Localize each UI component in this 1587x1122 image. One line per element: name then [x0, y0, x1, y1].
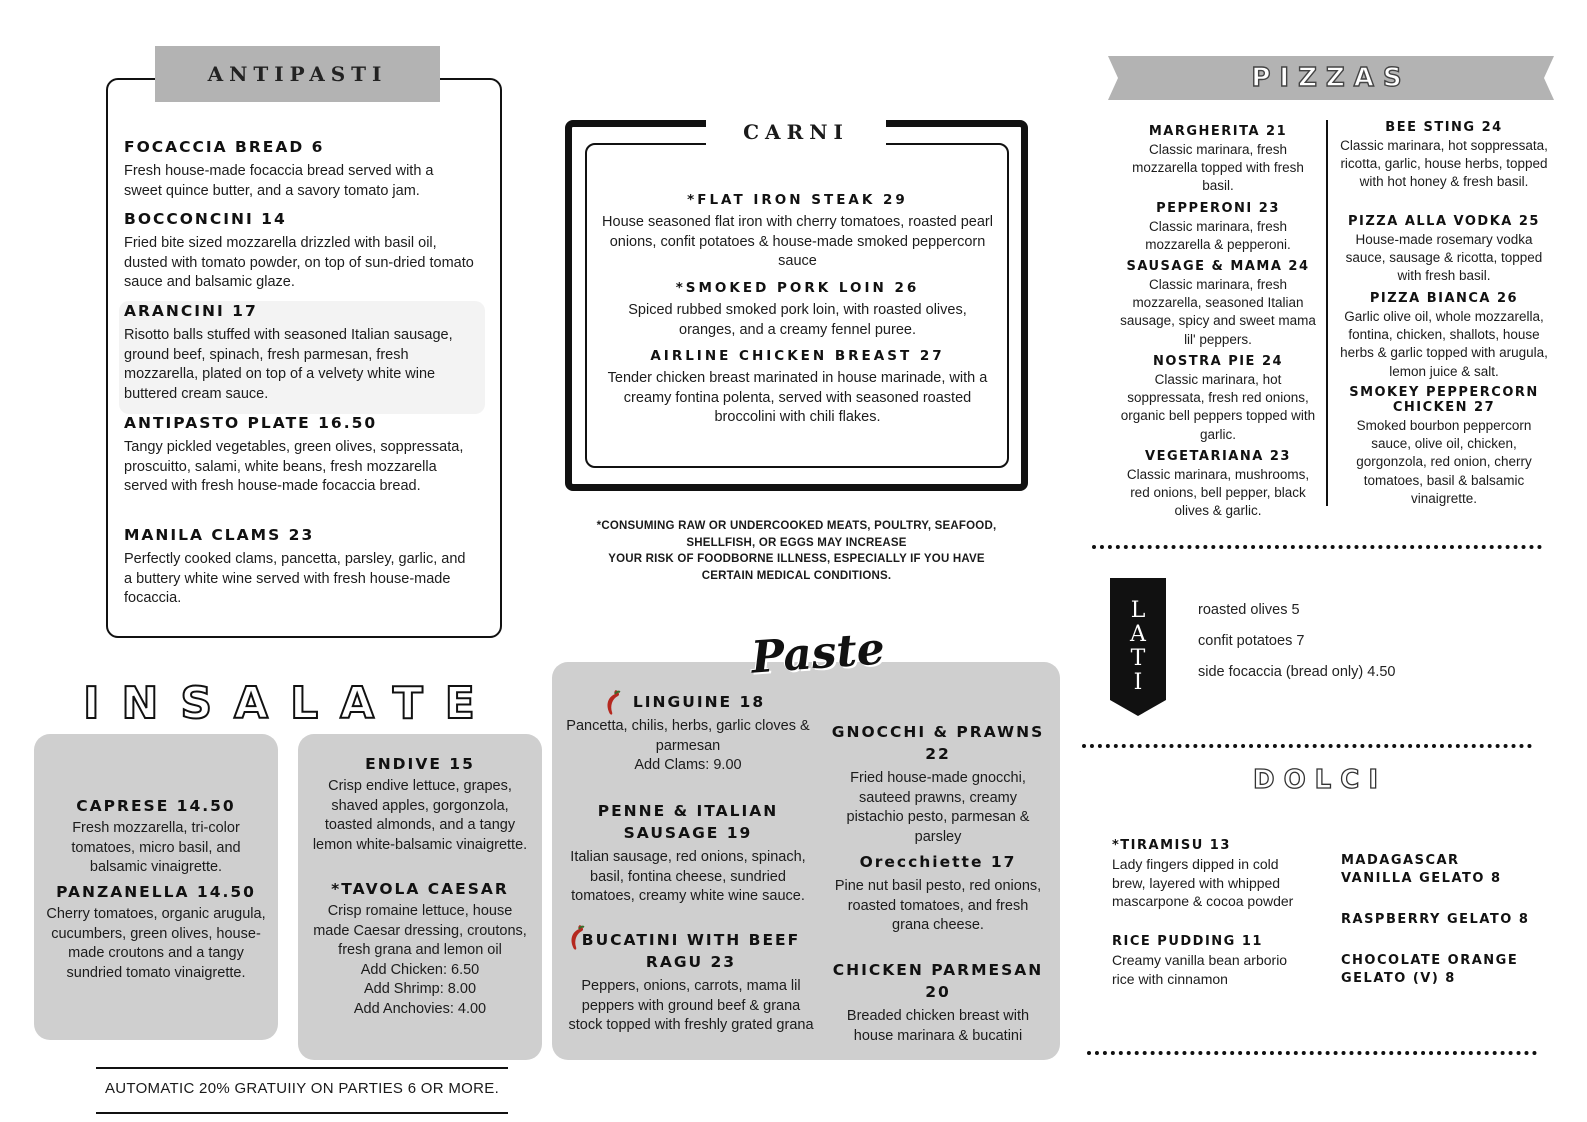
menu-item-sausage-and-mama: SAUSAGE & MAMA 24 Classic marinara, fresh mozzarella, seasoned Italian sausage, spicy and sweet mama lil' peppers. [1120, 259, 1316, 347]
menu-item-orecchiette: Orecchiette 17 Pine nut basil pesto, red onions, roasted tomatoes, and fresh grana cheese. [834, 853, 1042, 934]
menu-item-bucatini-with-beef-ragu: BUCATINI WITH BEEF RAGU 23 Peppers, onions, carrots, mama lil peppers with ground beef & grana stock topped with freshly grated grana [568, 931, 814, 1034]
pizza-column-divider [1326, 120, 1328, 506]
menu-item-focaccia-bread: FOCACCIA BREAD 6 Fresh house-made focaccia bread served with a sweet quince butter, and a savory tomato jam. [124, 138, 434, 199]
addon: Add Shrimp: 8.00 [363, 981, 477, 998]
dotted-divider [1092, 545, 1542, 549]
menu-item-raspberry-gelato: RASPBERRY GELATO 8 [1341, 912, 1530, 927]
menu-item-pizza-alla-vodka: PIZZA ALLA VODKA 25 House-made rosemary vodka sauce, sausage & ricotta, topped with fresh basil. [1345, 214, 1543, 284]
menu-item-panzanella: PANZANELLA 14.50 Cherry tomatoes, organic arugula, cucumbers, green olives, house-made croutons and a tangy sundried tomato vinaigrette. [46, 883, 266, 981]
menu-item-madagascar-vanilla-gelato: MADAGASCAR VANILLA GELATO 8 [1341, 853, 1502, 886]
menu-item-antipasto-plate: ANTIPASTO PLATE 16.50 Tangy pickled vegetables, green olives, soppressata, proscuitto, salami, white beans, fresh mozzarella served with fresh house-made focaccia bread. [124, 414, 464, 494]
menu-item-smokey-peppercorn-chicken: SMOKEY PEPPERCORN CHICKEN 27 Smoked bourbon peppercorn sauce, olive oil, chicken, gorgonzola, red onion, cherry tomatoes, basil & balsamic vinaigrette. [1349, 385, 1539, 506]
dolci-title: DOLCI [1252, 765, 1387, 795]
menu-item-airline-chicken-breast: AIRLINE CHICKEN BREAST 27 Tender chicken breast marinated in house marinade, with a creamy fontina polenta, served with seasoned roasted broccolini with chili flakes. [607, 348, 988, 425]
menu-item-caprese: CAPRESE 14.50 Fresh mozzarella, tri-color tomatoes, micro basil, and balsamic vinaigrette. [71, 797, 241, 876]
lati-letter: I [1133, 670, 1143, 695]
antipasti-title: ANTIPASTI [155, 46, 440, 102]
dotted-divider [1087, 1051, 1537, 1055]
menu-item-linguine: LINGUINE 18 Pancetta, chilis, herbs, garlic cloves & parmesan Add Clams: 9.00 [566, 693, 810, 774]
menu-item-smoked-pork-loin: *SMOKED PORK LOIN 26 Spiced rubbed smoked pork loin, with roasted olives, oranges, and a creamy fennel puree. [628, 280, 967, 338]
menu-item-tiramisu: *TIRAMISU 13 Lady fingers dipped in cold brew, layered with whipped mascarpone & cocoa powder [1112, 838, 1294, 909]
carni-title: CARNI [706, 110, 886, 154]
menu-item-bee-sting: BEE STING 24 Classic marinara, hot soppressata, ricotta, garlic, house herbs, topped with hot honey & fresh basil. [1340, 120, 1548, 190]
menu-item-penne-italian-sausage: PENNE & ITALIAN SAUSAGE 19 Italian sausage, red onions, spinach, basil, fontina cheese, sundried tomatoes, creamy white wine sauce. [570, 802, 806, 905]
menu-item-endive: ENDIVE 15 Crisp endive lettuce, grapes, shaved apples, gorgonzola, toasted almonds, and a tangy lemon white-balsamic vinaigrette. [312, 755, 528, 853]
addon: Add Anchovies: 4.00 [353, 1000, 487, 1017]
menu-item-flat-iron-steak: *FLAT IRON STEAK 29 House seasoned flat iron with cherry tomatoes, roasted pearl onions, confit potatoes & house-made smoked peppercorn sauce [602, 192, 993, 269]
pizzas-title: PIZZAS [1251, 63, 1411, 93]
menu-item-chicken-parmesan: CHICKEN PARMESAN 20 Breaded chicken breast with house marinara & bucatini [832, 961, 1044, 1044]
addon: Add Chicken: 6.50 [360, 961, 480, 978]
insalate-title: INSALATE [83, 678, 497, 729]
menu-item-nostra-pie: NOSTRA PIE 24 Classic marinara, hot soppressata, fresh red onions, organic bell peppers topped with garlic. [1120, 354, 1316, 442]
side-item-side-focaccia: side focaccia (bread only) 4.50 [1198, 664, 1396, 680]
menu-item-manila-clams: MANILA CLAMS 23 Perfectly cooked clams, pancetta, parsley, garlic, and a buttery white wine served with fresh house-made focaccia. [124, 526, 466, 606]
dotted-divider [1082, 744, 1532, 748]
menu-item-rice-pudding: RICE PUDDING 11 Creamy vanilla bean arborio rice with cinnamon [1112, 934, 1288, 987]
lati-letter: L [1130, 598, 1146, 623]
side-item-confit-potatoes: confit potatoes 7 [1198, 633, 1305, 649]
side-item-roasted-olives: roasted olives 5 [1198, 602, 1300, 618]
menu-item-chocolate-orange-gelato: CHOCOLATE ORANGE GELATO (V) 8 [1341, 953, 1519, 986]
gratuity-rule-top [96, 1067, 508, 1069]
lati-letter: T [1130, 646, 1146, 671]
food-safety-warning: *CONSUMING RAW OR UNDERCOOKED MEATS, POULTRY, SEAFOOD, SHELLFISH, OR EGGS MAY INCREASE YOUR RISK OF FOODBORNE ILLNESS, ESPECIALLY IF YOU HAVE CERTAIN MEDICAL CONDITIONS. [596, 520, 997, 582]
lati-letter: A [1130, 622, 1146, 647]
menu-item-margherita: MARGHERITA 21 Classic marinara, fresh mozzarella topped with fresh basil. [1132, 124, 1304, 194]
menu-item-gnocchi-and-prawns: GNOCCHI & PRAWNS 22 Fried house-made gnocchi, sauteed prawns, creamy pistachio pesto, parmesan & parsley [831, 723, 1045, 845]
menu-item-arancini: ARANCINI 17 Risotto balls stuffed with seasoned Italian sausage, ground beef, spinach, fresh parmesan, fresh mozzarella, plated on top of a velvety white wine buttered cream sauce. [124, 302, 453, 402]
menu-item-pepperoni: PEPPERONI 23 Classic marinara, fresh mozzarella & pepperoni. [1145, 201, 1291, 253]
gratuity-rule-bottom [96, 1112, 508, 1114]
paste-title: Paste [749, 623, 887, 684]
menu-item-pizza-bianca: PIZZA BIANCA 26 Garlic olive oil, whole mozzarella, fontina, chicken, shallots, house herbs & garlic topped with arugula, lemon juice & salt. [1340, 291, 1548, 379]
gratuity-notice: AUTOMATIC 20% GRATUIIY ON PARTIES 6 OR MORE. [104, 1080, 500, 1097]
menu-item-vegetariana: VEGETARIANA 23 Classic marinara, mushrooms, red onions, bell pepper, black olives & garlic. [1126, 449, 1310, 519]
menu-item-tavola-caesar: *TAVOLA CAESAR Crisp romaine lettuce, house made Caesar dressing, croutons, fresh grana and lemon oil Add Chicken: 6.50 Add Shrimp: 8.00 Add Anchovies: 4.00 [310, 880, 530, 1020]
menu-item-bocconcini: BOCCONCINI 14 Fried bite sized mozzarella drizzled with basil oil, dusted with tomato powder, on top of sun-dried tomato sauce and balsamic glaze. [124, 210, 474, 290]
